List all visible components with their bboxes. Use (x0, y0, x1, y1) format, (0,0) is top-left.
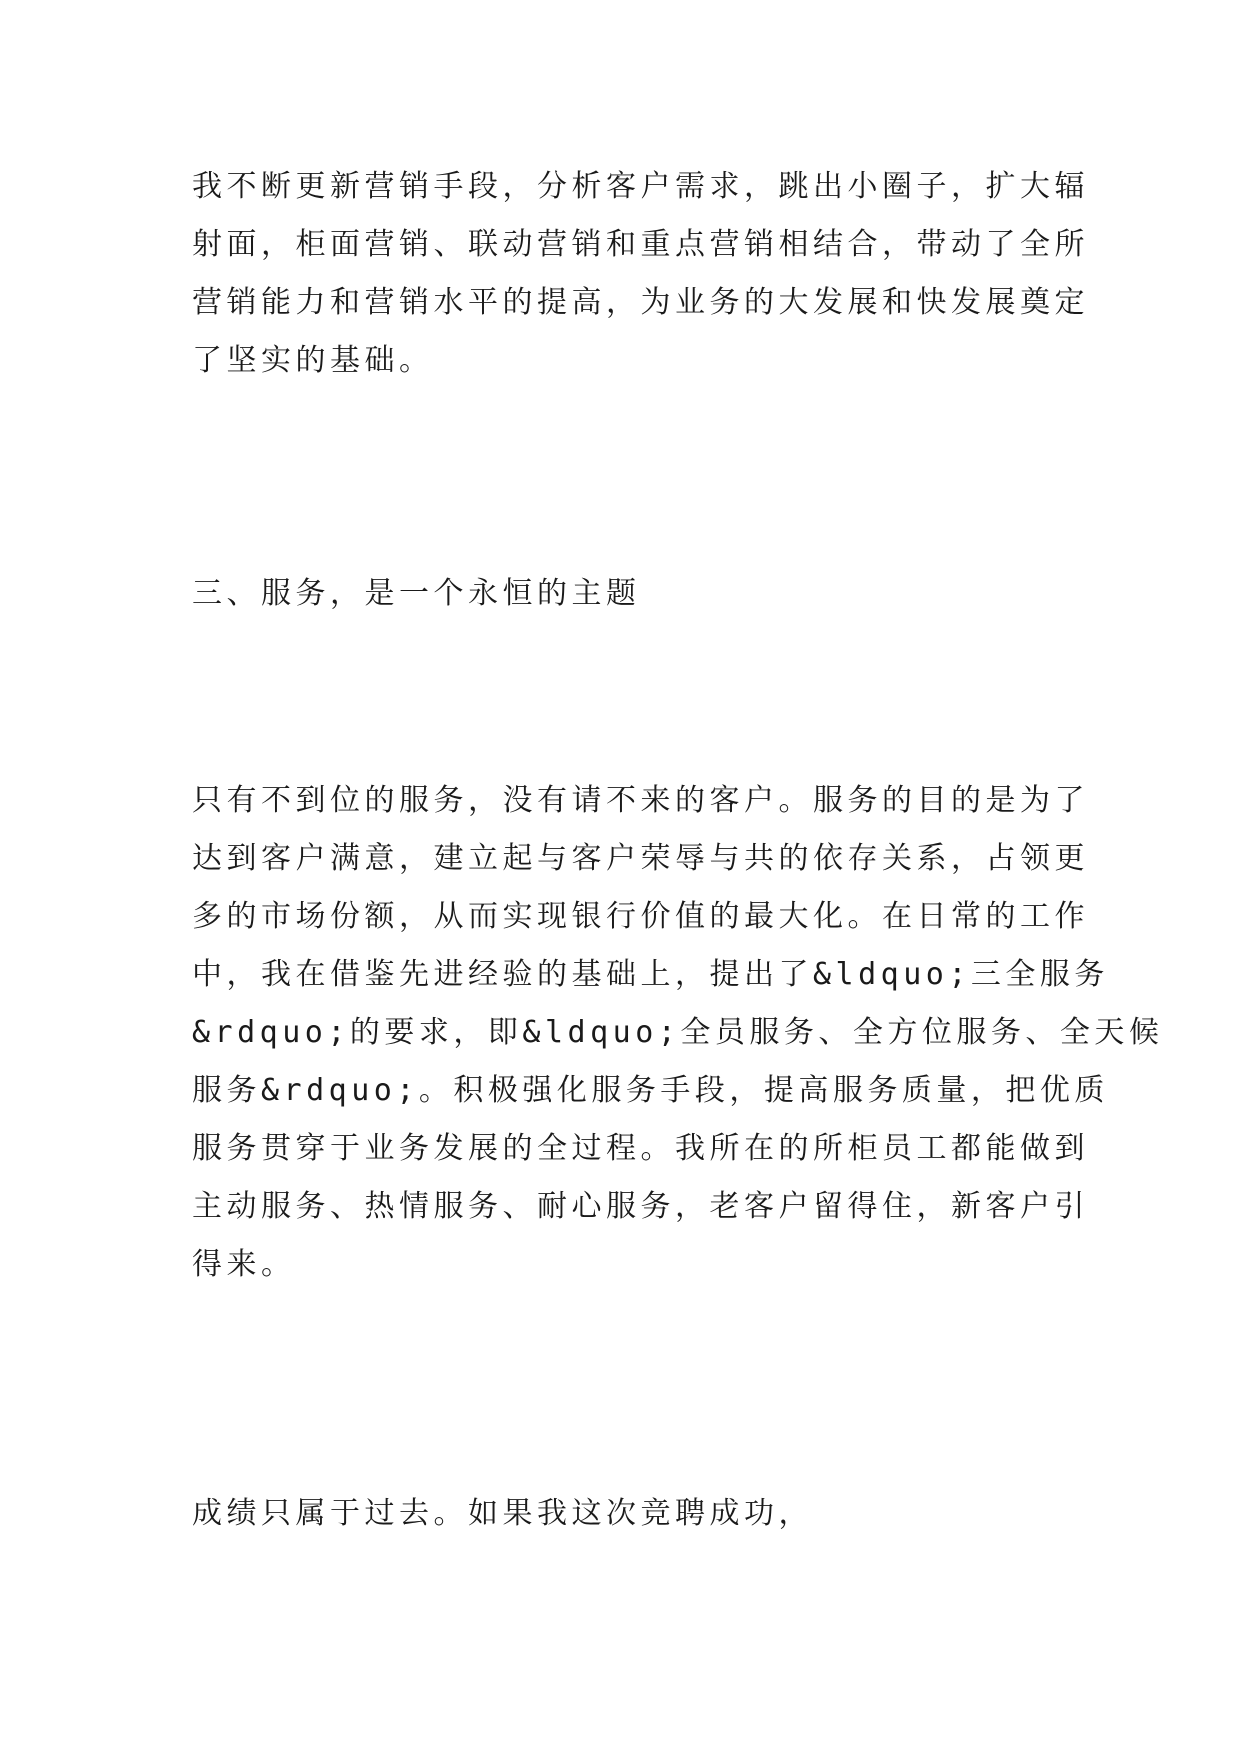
text-line: 营销能力和营销水平的提高，为业务的大发展和快发展奠定 (192, 285, 1089, 320)
text-line: 了坚实的基础。 (192, 343, 434, 378)
section-heading-service (192, 565, 1062, 623)
paragraph-marketing (192, 158, 1089, 390)
heading-line: 三、服务，是一个永恒的主题 (192, 576, 641, 611)
text-line: 成绩只属于过去。如果我这次竞聘成功， (192, 1496, 813, 1531)
paragraph-achievement (192, 1485, 1062, 1543)
text-line: 达到客户满意，建立起与客户荣辱与共的依存关系，占领更 (192, 841, 1089, 876)
text-line: 中，我在借鉴先进经验的基础上，提出了&ldquo;三全服务 (192, 957, 1109, 992)
text-line: 服务&rdquo;。积极强化服务手段，提高服务质量，把优质 (192, 1073, 1109, 1108)
text-line: 多的市场份额，从而实现银行价值的最大化。在日常的工作 (192, 899, 1089, 934)
text-line: 服务贯穿于业务发展的全过程。我所在的所柜员工都能做到 (192, 1131, 1089, 1166)
text-line: &rdquo;的要求，即&ldquo;全员服务、全方位服务、全天候 (192, 1015, 1164, 1050)
text-line: 射面，柜面营销、联动营销和重点营销相结合，带动了全所 (192, 227, 1089, 262)
text-line: 我不断更新营销手段，分析客户需求，跳出小圈子，扩大辐 (192, 169, 1089, 204)
text-line: 得来。 (192, 1247, 296, 1282)
text-line: 只有不到位的服务，没有请不来的客户。服务的目的是为了 (192, 783, 1089, 818)
text-line: 主动服务、热情服务、耐心服务，老客户留得住，新客户引 (192, 1189, 1089, 1224)
paragraph-service (192, 772, 1164, 1294)
